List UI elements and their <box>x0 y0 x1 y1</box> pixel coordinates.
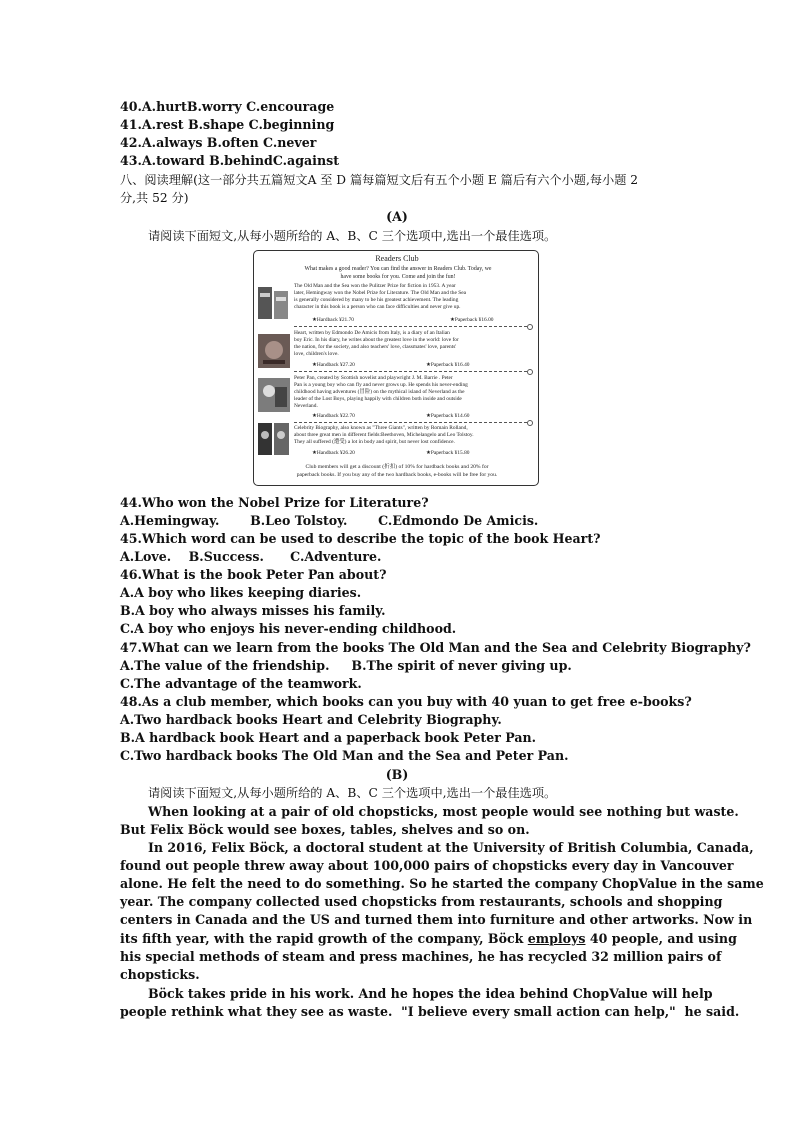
book-desc-line: later, Hemingway won the Nobel Prize for Literature. The Old Man and the Sea <box>294 290 466 296</box>
passage-b-p2-line: year. The company collected used chopsticks from restaurants, schools and shopping <box>120 894 723 909</box>
book-desc-line: love, children's love. <box>294 351 339 357</box>
question-48-option-a: A.Two hardback books Heart and Celebrity Biography. <box>120 712 502 727</box>
cloze-option-42: 42.A.always B.often C.never <box>120 135 317 150</box>
book-desc-line: Neverland. <box>294 403 318 409</box>
book-entry-celebrity-biography <box>294 425 534 446</box>
question-47: 47.What can we learn from the books The Old Man and the Sea and Celebrity Biography? <box>120 640 751 655</box>
book-cover-image <box>257 333 291 369</box>
question-45-options: A.Love. B.Success. C.Adventure. <box>120 549 382 564</box>
cloze-option-41: 41.A.rest B.shape C.beginning <box>120 117 335 132</box>
passage-b-p3-line: Böck takes pride in his work. And he hopes the idea behind ChopValue will help <box>148 986 713 1001</box>
book-entry-heart <box>294 330 534 358</box>
question-46-option-b: B.A boy who always misses his family. <box>120 603 386 618</box>
book-desc-line: is generally considered by many to be his greatest achievement. The leading <box>294 297 459 303</box>
paperback-price: ★Paperback ¥14.60 <box>426 413 470 419</box>
book-entry-old-man <box>294 283 534 311</box>
book-cover-image <box>257 285 291 321</box>
divider <box>294 371 532 372</box>
readers-club-box <box>253 250 539 486</box>
book-cover-image <box>257 421 291 457</box>
hardback-price: ★Handback ¥22.70 <box>312 413 355 419</box>
question-46-option-c: C.A boy who enjoys his never-ending childhood. <box>120 621 457 636</box>
paperback-price: ★Paperback ¥16.00 <box>450 317 494 323</box>
passage-b-heading: (B) <box>385 767 409 782</box>
hardback-price: ★Hardback ¥21.70 <box>312 317 354 323</box>
section-heading: 八、阅读理解(这一部分共五篇短文A 至 D 篇每篇短文后有五个小题 E 篇后有六个小题,每小题 2 <box>120 173 639 187</box>
text-segment: its fifth year, with the rapid growth of the company, Böck <box>120 931 528 946</box>
question-46-option-a: A.A boy who likes keeping diaries. <box>120 585 362 600</box>
divider <box>294 422 532 423</box>
passage-a-instruction: 请阅读下面短文,从每小题所给的 A、B、C 三个选项中,选出一个最佳选项。 <box>148 229 557 243</box>
passage-b-instruction: 请阅读下面短文,从每小题所给的 A、B、C 三个选项中,选出一个最佳选项。 <box>148 786 557 800</box>
question-48-option-b: B.A hardback book Heart and a paperback book Peter Pan. <box>120 730 537 745</box>
club-footer <box>262 464 532 479</box>
paperback-price: ★Paperback ¥16.40 <box>426 362 470 368</box>
question-45: 45.Which word can be used to describe the topic of the book Heart? <box>120 531 601 546</box>
question-46: 46.What is the book Peter Pan about? <box>120 567 387 582</box>
passage-b-p1-line: When looking at a pair of old chopsticks, most people would see nothing but waste. <box>148 804 739 819</box>
question-47-options-ab: A.The value of the friendship. B.The spirit of never giving up. <box>120 658 572 673</box>
club-intro-line: have some books for you. Come and join the fun! <box>340 273 456 280</box>
club-footer-line: Club members will get a discount (折扣) of 10% for hardback books and 20% for <box>305 464 489 470</box>
passage-b-p2-line: found out people threw away about 100,000 pairs of chopsticks every day in Vancouver <box>120 858 734 873</box>
passage-b-p2-line: In 2016, Felix Böck, a doctoral student at the University of British Columbia, Canada, <box>148 840 754 855</box>
passage-b-p2-line: chopsticks. <box>120 967 200 982</box>
passage-b-p2-line: centers in Canada and the US and turned them into furniture and other artworks. Now in <box>120 912 753 927</box>
book-desc-line: They all suffered (遭受) a lot in body and spirit, but never lost confidence. <box>294 439 455 445</box>
underlined-word: employs <box>527 931 586 946</box>
book-desc-line: The Old Man and the Sea won the Pulitzer Prize for fiction in 1953. A year <box>294 283 456 289</box>
book-desc-line: Pan is a young boy who can fly and never grows up. He spends his never-ending <box>294 382 468 388</box>
question-47-option-c: C.The advantage of the teamwork. <box>120 676 362 691</box>
section-heading-cont: 分,共 52 分) <box>120 191 189 205</box>
book-desc-line: about three great men in different fields:Beethoven, Michelangelo and Leo Tolstoy. <box>294 432 474 438</box>
club-intro <box>268 266 528 281</box>
club-intro-line: What makes a good reader? You can find the answer in Readers Club. Today, we <box>304 266 492 272</box>
book-cover-image <box>257 377 291 413</box>
question-44-options: A.Hemingway. B.Leo Tolstoy. C.Edmondo De Amicis. <box>120 513 539 528</box>
cloze-option-40: 40.A.hurtB.worry C.encourage <box>120 99 335 114</box>
book-desc-line: childhood having adventures (冒险) on the mythical island of Neverland as the <box>294 389 465 395</box>
passage-b-p2-line: alone. He felt the need to do something. So he started the company ChopValue in the same <box>120 876 764 891</box>
book-desc-line: Celebrity Biography, also known as "Three Giants", written by Romain Rolland, <box>294 425 468 431</box>
passage-b-p3-line: people rethink what they see as waste. "I believe every small action can help," he said. <box>120 1004 740 1019</box>
hardback-price: ★Handback ¥27.20 <box>312 362 355 368</box>
passage-b-p2-line: his special methods of steam and press machines, he has recycled 32 million pairs of <box>120 949 722 964</box>
club-title: Readers Club <box>375 254 419 263</box>
book-entry-peter-pan <box>294 375 534 410</box>
book-desc-line: Heart, written by Edmondo De Amicis from Italy, is a diary of an Italian <box>294 330 450 336</box>
book-desc-line: boy Eric. In his diary, he writes about the greatest love in the world: love for <box>294 337 459 343</box>
text-segment: 40 people, and using <box>585 931 737 946</box>
question-44: 44.Who won the Nobel Prize for Literature? <box>120 495 429 510</box>
book-desc-line: Peter Pan, created by Scottish novelist and playwright J. M. Barrie . Peter <box>294 375 453 381</box>
question-48-option-c: C.Two hardback books The Old Man and the Sea and Peter Pan. <box>120 748 569 763</box>
book-desc-line: character in this book is a person who can face difficulties and never give up. <box>294 304 461 310</box>
passage-b-p2-line <box>120 930 737 947</box>
paperback-price: ★Paperback ¥15.80 <box>426 450 470 456</box>
cloze-option-43: 43.A.toward B.behindC.against <box>120 153 340 168</box>
club-footer-line: paperback books. If you buy any of the two hardback books, e-books will be free for you. <box>296 471 498 478</box>
book-desc-line: leader of the Lost Boys, playing happily with children both inside and outside <box>294 396 462 402</box>
question-48: 48.As a club member, which books can you buy with 40 yuan to get free e-books? <box>120 694 692 709</box>
divider <box>294 326 532 327</box>
hardback-price: ★Handback ¥26.20 <box>312 450 355 456</box>
book-desc-line: the nation, for the society, and also teachers' love, classmates' love, parents' <box>294 344 457 350</box>
passage-b-p1-line: But Felix Böck would see boxes, tables, shelves and so on. <box>120 822 530 837</box>
passage-a-heading: (A) <box>386 209 408 224</box>
